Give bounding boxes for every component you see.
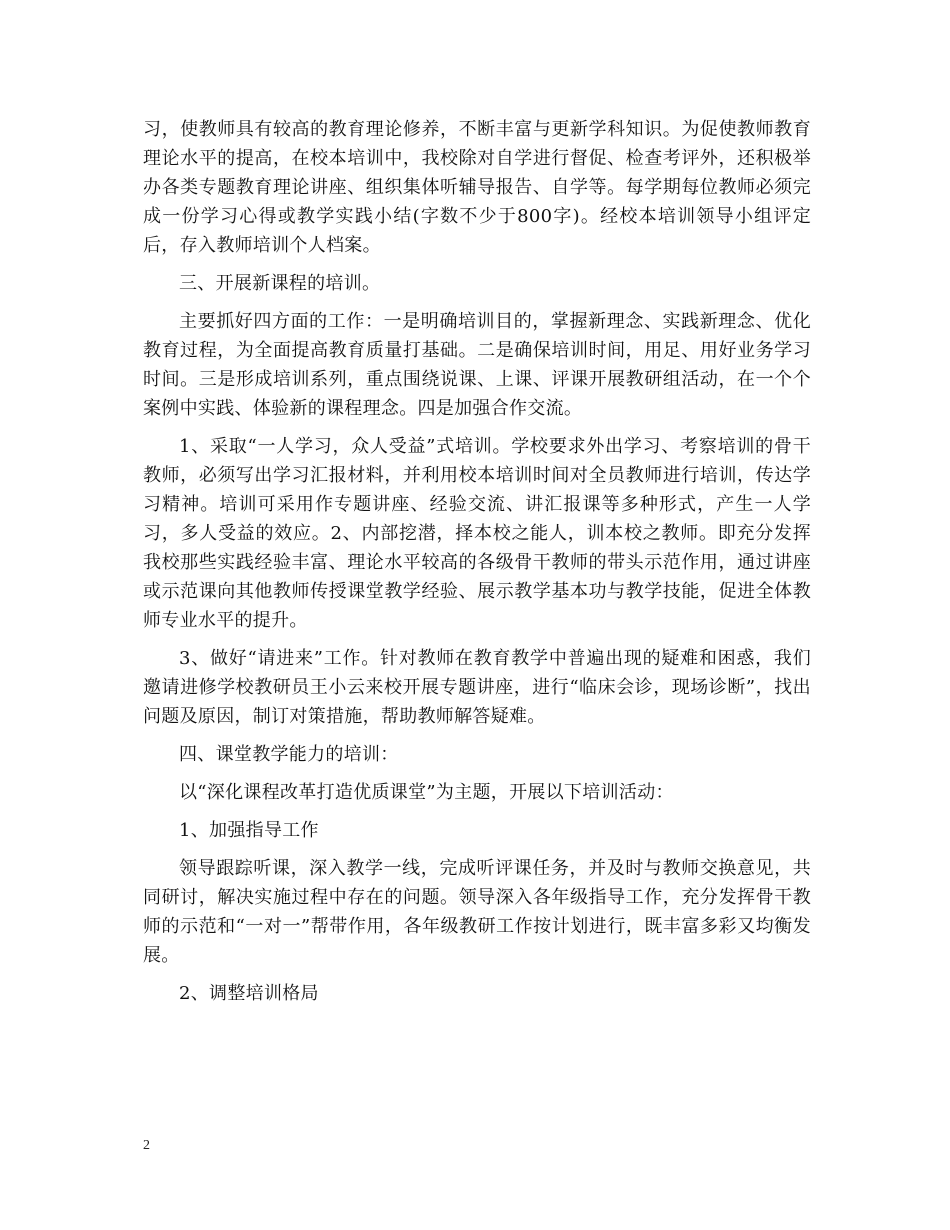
page-number: 2 (143, 1138, 150, 1153)
document-body (143, 115, 811, 1017)
paragraph-1: 习，使教师具有较高的教育理论修养，不断丰富与更新学科知识。为促使教师教育理论水平的提高，在校本培训中，我校除对自学进行督促、检查考评外，还积极举办各类专题教育理论讲座、组织集体听辅导报告、自学等。每学期每位教师必须完成一份学习心得或教学实践小结(字数不少于800字)。经校本培训领导小组评定后，存入教师培训个人档案。 (143, 119, 811, 256)
section-heading-3: 三、开展新课程的培训。 (179, 273, 381, 294)
subheading-1: 1、加强指导工作 (179, 820, 319, 841)
paragraph-9: 领导跟踪听课，深入教学一线，完成听评课任务，并及时与教师交换意见，共同研讨，解决实施过程中存在的问题。领导深入各年级指导工作，充分发挥骨干教师的示范和“一对一”帮带作用，各年级教研工作按计划进行，既丰富多彩又均衡发展。 (143, 858, 811, 966)
subheading-2: 2、调整培训格局 (179, 983, 319, 1004)
paragraph-7: 以“深化课程改革打造优质课堂”为主题，开展以下培训活动： (179, 782, 674, 803)
paragraph-5: 3、做好“请进来”工作。针对教师在教育教学中普遍出现的疑难和困惑，我们邀请进修学校教研员王小云来校开展专题讲座，进行“临床会诊，现场诊断”，找出问题及原因，制订对策措施，帮助教师解答疑难。 (143, 648, 811, 727)
paragraph-3: 主要抓好四方面的工作：一是明确培训目的，掌握新理念、实践新理念、优化教育过程，为全面提高教育质量打基础。二是确保培训时间，用足、用好业务学习时间。三是形成培训系列，重点围绕说课、上课、评课开展教研组活动，在一个个案例中实践、体验新的课程理念。四是加强合作交流。 (143, 311, 811, 419)
section-heading-4: 四、课堂教学能力的培训： (179, 744, 399, 765)
paragraph-4: 1、采取“一人学习，众人受益”式培训。学校要求外出学习、考察培训的骨干教师，必须写出学习汇报材料，并利用校本培训时间对全员教师进行培训，传达学习精神。培训可采用作专题讲座、经验交流、讲汇报课等多种形式，产生一人学习，多人受益的效应。2、内部挖潜，择本校之能人，训本校之教师。即充分发挥我校那些实践经验丰富、理论水平较高的各级骨干教师的带头示范作用，通过讲座或示范课向其他教师传授课堂教学经验、展示教学基本功与教学技能，促进全体教师专业水平的提升。 (143, 436, 811, 631)
